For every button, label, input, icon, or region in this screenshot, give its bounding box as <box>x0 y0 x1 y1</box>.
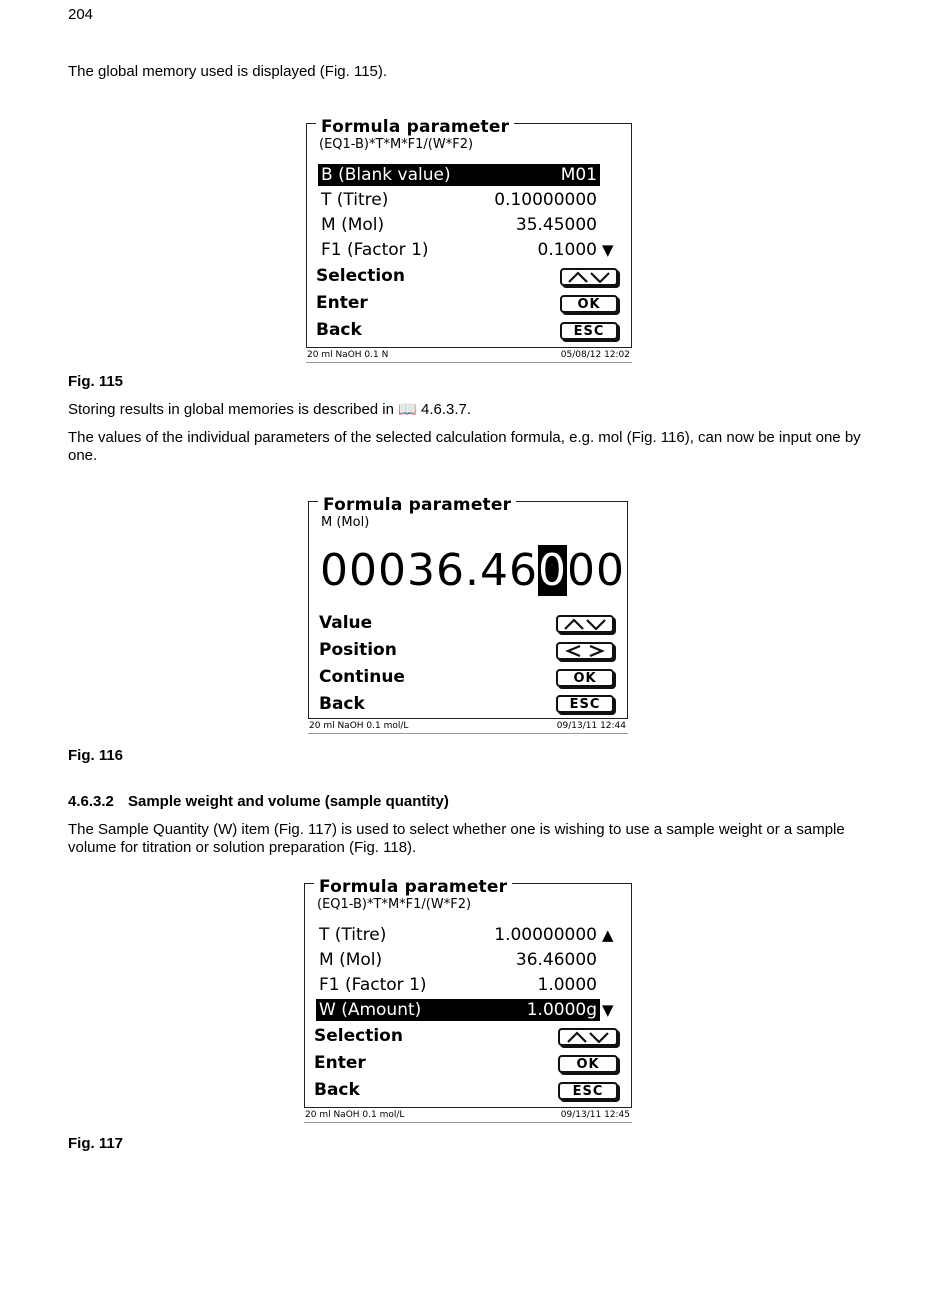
continue-label: Continue <box>319 667 405 687</box>
esc-key[interactable]: ESC <box>558 1082 618 1100</box>
status-method: 20 ml NaOH 0.1 mol/L <box>309 721 409 731</box>
param-label: W (Amount) <box>319 1000 422 1020</box>
param-row[interactable] <box>316 924 600 946</box>
param-label: F1 (Factor 1) <box>321 240 429 260</box>
formula-subtitle: (EQ1-B)*T*M*F1/(W*F2) <box>317 897 472 912</box>
param-row[interactable] <box>316 999 600 1021</box>
fig115-screen <box>304 114 634 364</box>
back-label: Back <box>319 694 365 714</box>
param-row[interactable] <box>316 974 600 996</box>
section-title: Sample weight and volume (sample quantity) <box>128 793 449 810</box>
param-value: 1.00000000 <box>494 925 597 945</box>
screen-title: Formula parameter <box>318 496 516 514</box>
value-key[interactable] <box>556 615 614 633</box>
intro-text: The global memory used is displayed (Fig. 115). <box>68 63 388 80</box>
ok-key[interactable]: OK <box>560 295 618 313</box>
up-down-icon <box>566 271 612 283</box>
position-key[interactable] <box>556 642 614 660</box>
selection-label: Selection <box>316 266 405 286</box>
enter-label: Enter <box>314 1053 366 1073</box>
paragraph: Storing results in global memories is described in 📖 4.6.3.7. <box>68 401 472 418</box>
param-row[interactable] <box>316 949 600 971</box>
status-underline <box>308 733 628 734</box>
position-label: Position <box>319 640 397 660</box>
value-entry[interactable] <box>320 546 625 596</box>
status-method: 20 ml NaOH 0.1 N <box>307 350 389 360</box>
cursor-digit[interactable]: 0 <box>537 545 567 596</box>
paragraph: The Sample Quantity (W) item (Fig. 117) is used to select whether one is wishing to use a sample weight or a sample volume for titration or solution preparation (Fig. 118). <box>68 821 845 856</box>
value-digits: 00036.46 <box>320 545 538 596</box>
left-right-icon <box>562 645 608 657</box>
param-label: T (Titre) <box>321 190 389 210</box>
screen-title: Formula parameter <box>316 118 514 136</box>
param-row[interactable] <box>318 239 600 261</box>
figure-caption: Fig. 116 <box>68 747 124 764</box>
selection-key[interactable] <box>560 268 618 286</box>
param-label: T (Titre) <box>319 925 387 945</box>
param-value: 1.0000g <box>526 1000 597 1020</box>
parameter-subtitle: M (Mol) <box>321 515 370 530</box>
esc-key[interactable]: ESC <box>560 322 618 340</box>
scroll-up-icon[interactable]: ▲ <box>602 926 614 944</box>
value-label: Value <box>319 613 373 633</box>
ok-key[interactable]: OK <box>556 669 614 687</box>
param-row[interactable] <box>318 214 600 236</box>
status-datetime: 05/08/12 12:02 <box>560 350 630 360</box>
scroll-down-icon[interactable]: ▼ <box>602 1001 614 1019</box>
status-datetime: 09/13/11 12:44 <box>556 721 626 731</box>
esc-key[interactable]: ESC <box>556 695 614 713</box>
param-value: M01 <box>560 165 597 185</box>
screen-title: Formula parameter <box>314 878 512 896</box>
status-method: 20 ml NaOH 0.1 mol/L <box>305 1110 405 1120</box>
param-value: 1.0000 <box>537 975 597 995</box>
back-label: Back <box>316 320 362 340</box>
param-label: M (Mol) <box>319 950 383 970</box>
param-value: 35.45000 <box>515 215 597 235</box>
selection-label: Selection <box>314 1026 403 1046</box>
status-underline <box>304 1122 632 1123</box>
up-down-icon <box>562 618 608 630</box>
scroll-down-icon[interactable]: ▼ <box>602 241 614 259</box>
enter-label: Enter <box>316 293 368 313</box>
section-number: 4.6.3.2 <box>68 793 114 810</box>
status-underline <box>306 362 632 363</box>
fig116-screen <box>306 492 630 738</box>
page-number: 204 <box>68 6 94 23</box>
param-label: F1 (Factor 1) <box>319 975 427 995</box>
formula-subtitle: (EQ1-B)*T*M*F1/(W*F2) <box>319 137 474 152</box>
param-row[interactable] <box>318 189 600 211</box>
param-row[interactable] <box>318 164 600 186</box>
param-value: 0.10000000 <box>494 190 597 210</box>
value-digits: 00 <box>566 545 625 596</box>
back-label: Back <box>314 1080 360 1100</box>
figure-caption: Fig. 115 <box>68 373 124 390</box>
fig117-screen <box>302 874 634 1124</box>
param-value: 36.46000 <box>515 950 597 970</box>
param-value: 0.1000 <box>537 240 597 260</box>
selection-key[interactable] <box>558 1028 618 1046</box>
ok-key[interactable]: OK <box>558 1055 618 1073</box>
section-heading <box>68 793 449 811</box>
param-label: M (Mol) <box>321 215 385 235</box>
paragraph: The values of the individual parameters of the selected calculation formula, e.g. mol (Fig. 116), can now be input one by one. <box>68 429 861 464</box>
param-label: B (Blank value) <box>321 165 451 185</box>
up-down-icon <box>565 1031 611 1043</box>
figure-caption: Fig. 117 <box>68 1135 124 1152</box>
status-datetime: 09/13/11 12:45 <box>560 1110 630 1120</box>
